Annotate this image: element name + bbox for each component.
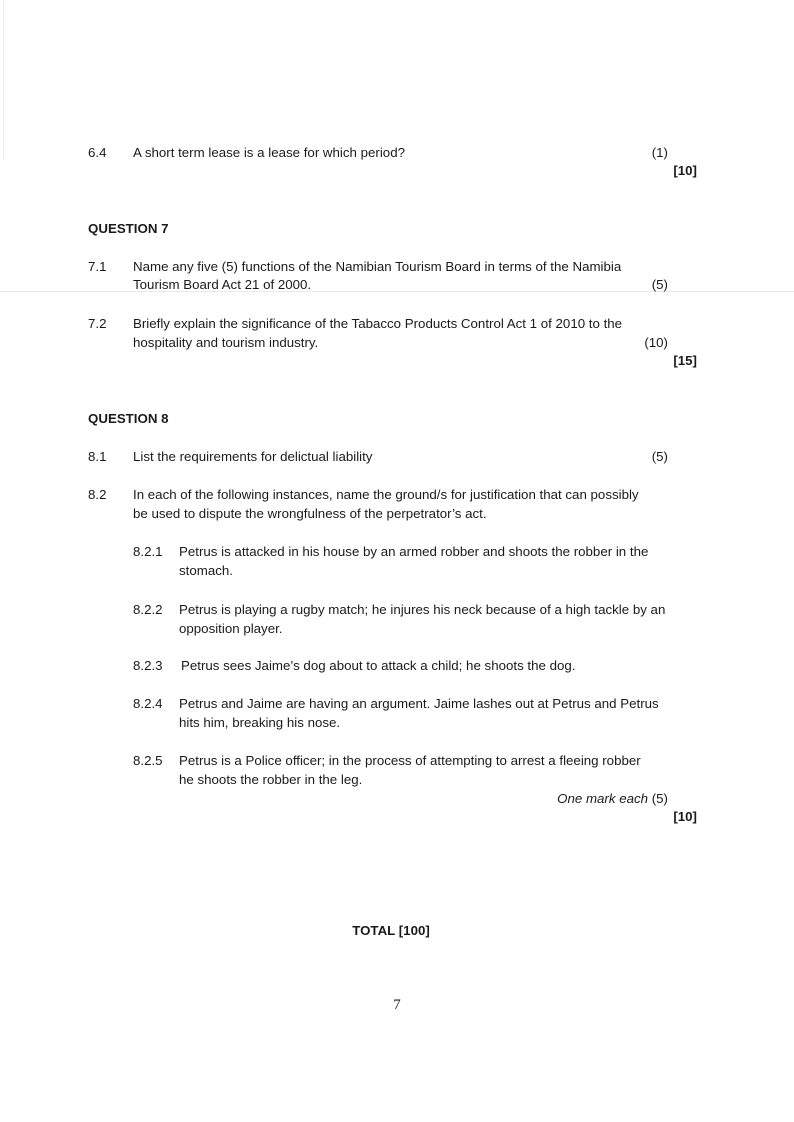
question-number-7-1: 7.1 (88, 259, 107, 274)
subquestion-text-line1: Petrus sees Jaime’s dog about to attack a child; he shoots the dog. (181, 658, 576, 673)
subquestion-number: 8.2.1 (133, 544, 163, 559)
question-8-total: [10] (673, 809, 697, 824)
grand-total: TOTAL [100] (352, 923, 430, 938)
question-text-8-2-line1: In each of the following instances, name the ground/s for justification that can possibly (133, 487, 639, 502)
one-mark-each-label: One mark each (557, 791, 649, 806)
subquestion-number: 8.2.4 (133, 696, 163, 711)
page-number: 7 (393, 997, 401, 1013)
question-text-7-1-line2: Tourism Board Act 21 of 2000. (133, 277, 312, 292)
mark-7-2: (10) (644, 335, 668, 350)
subquestion-text-line2: hits him, breaking his nose. (179, 715, 341, 730)
question-number-8-1: 8.1 (88, 449, 107, 464)
one-mark-each-value: (5) (651, 791, 668, 806)
subquestion-text-line1: Petrus is attacked in his house by an armed robber and shoots the robber in the (179, 544, 649, 559)
question-8-heading: QUESTION 8 (88, 411, 169, 426)
subquestion-number: 8.2.2 (133, 602, 163, 617)
subquestion-number: 8.2.5 (133, 753, 163, 768)
subquestion-text-line2: opposition player. (179, 621, 283, 636)
one-mark-each-note (557, 790, 668, 808)
question-text-8-2-line2: be used to dispute the wrongfulness of the perpetrator’s act. (133, 506, 487, 521)
subquestion-text-line1: Petrus and Jaime are having an argument. Jaime lashes out at Petrus and Petrus (179, 696, 659, 711)
question-text-6-4: A short term lease is a lease for which period? (133, 145, 405, 160)
mark-7-1: (5) (651, 277, 668, 292)
subquestion-number: 8.2.3 (133, 658, 163, 673)
subquestion-text-line1: Petrus is playing a rugby match; he injures his neck because of a high tackle by an (179, 602, 666, 617)
question-text-7-2-line2: hospitality and tourism industry. (133, 335, 319, 350)
mark-6-4: (1) (651, 145, 668, 160)
question-text-7-1-line1: Name any five (5) functions of the Namibian Tourism Board in terms of the Namibia (133, 259, 622, 274)
mark-8-1: (5) (651, 449, 668, 464)
question-text-7-2-line1: Briefly explain the significance of the Tabacco Products Control Act 1 of 2010 to the (133, 316, 623, 331)
question-number-6-4: 6.4 (88, 145, 107, 160)
question-number-8-2: 8.2 (88, 487, 107, 502)
question-number-7-2: 7.2 (88, 316, 107, 331)
question-7-heading: QUESTION 7 (88, 221, 169, 236)
scan-margin-line (3, 0, 4, 160)
subquestion-text-line1: Petrus is a Police officer; in the process of attempting to arrest a fleeing robber (179, 753, 641, 768)
question-text-8-1: List the requirements for delictual liability (133, 449, 373, 464)
subquestion-text-line2: stomach. (179, 563, 233, 578)
question-7-total: [15] (673, 353, 697, 368)
subquestion-text-line2: he shoots the robber in the leg. (179, 772, 363, 787)
question-6-total: [10] (673, 163, 697, 178)
